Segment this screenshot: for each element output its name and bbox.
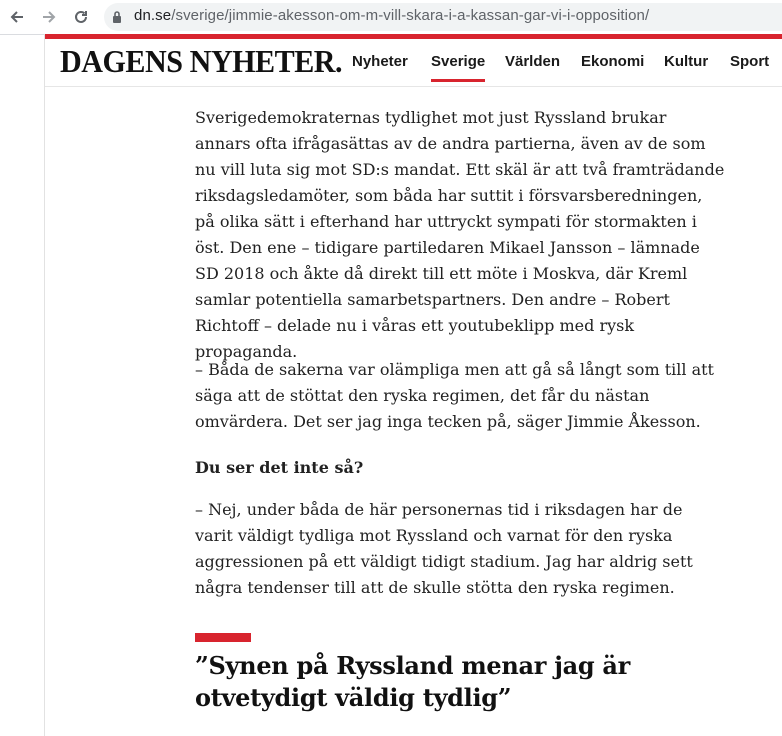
lock-icon	[112, 9, 122, 25]
article-paragraph: – Båda de sakerna var olämpliga men att gå så långt som till att säga att de stöttat den ryska regimen, det får du nästan omvärdera. Det ser jag inga tecken på, säger Jimmie Åkesson.	[195, 360, 714, 431]
browser-toolbar	[0, 0, 782, 35]
nav-item-ekonomi[interactable]: Ekonomi	[581, 53, 645, 70]
nav-item-sport[interactable]: Sport	[730, 53, 770, 70]
article-paragraph: Sverigedemokraternas tydlighet mot just Ryssland brukar annars ofta ifrågasättas av de andra partierna, även av de som nu vill luta sig mot SD:s mandat. Ett skäl är att två framträdande riksdagsledamöter, som båda har suttit i försvarsberedningen, på olika sätt i efterhand har uttryckt sympati för stormakten i öst. Den ene – tidigare partiledaren Mikael Jansson – lämnade SD 2018 och åkte då direkt till ett möte i Moskva, där Kreml samlar potentiella samarbetspartners. Den andre – Robert Richtoff – delade nu i våras ett youtubeklipp med rysk propaganda.	[195, 108, 725, 361]
url-path: /sverige/jimmie-akesson-om-m-vill-skara-i-a-kassan-gar-vi-i-opposition/	[171, 7, 650, 24]
header-divider	[45, 86, 782, 87]
header-accent-bar	[45, 34, 782, 39]
nav-item-nyheter[interactable]: Nyheter	[352, 53, 408, 70]
back-arrow-icon[interactable]	[4, 4, 30, 30]
site-logo[interactable]: DAGENS NYHETER.	[60, 43, 343, 79]
article-paragraph: – Nej, under båda de här personernas tid i riksdagen har de varit väldigt tydliga mot Ryssland och varnat för den ryska aggressionen på ett väldigt tidigt stadium. Jag har aldrig sett några tendenser till att de skulle stötta den ryska regimen.	[195, 500, 693, 597]
nav-item-kultur[interactable]: Kultur	[664, 53, 709, 70]
page-left-border	[44, 34, 45, 736]
forward-arrow-icon[interactable]	[36, 4, 62, 30]
nav-item-sverige[interactable]: Sverige	[431, 53, 486, 70]
pull-quote: ”Synen på Ryssland menar jag är otvetydigt väldig tydlig”	[195, 651, 630, 712]
pull-quote-accent	[195, 633, 251, 642]
reload-icon[interactable]	[68, 4, 94, 30]
url-domain: dn.se	[134, 7, 172, 24]
interview-question: Du ser det inte så?	[195, 458, 364, 477]
nav-item-varlden[interactable]: Världen	[505, 53, 561, 70]
url-text[interactable]	[134, 7, 649, 24]
